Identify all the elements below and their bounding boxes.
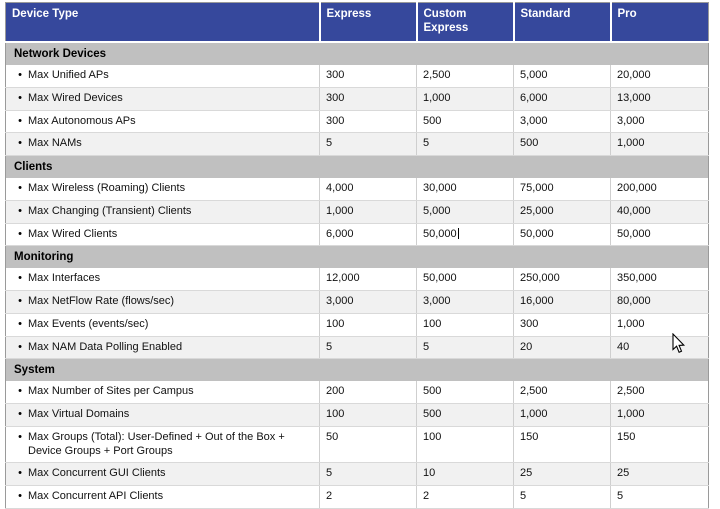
cell-feature-name[interactable] [6,381,320,403]
value-text: 3,000 [520,114,548,127]
cell-feature-name[interactable] [6,133,320,156]
cell-express-value[interactable] [320,200,417,223]
section-title: System [6,359,709,382]
value-text: 75,000 [520,182,554,195]
cell-custom-express-value[interactable] [417,65,514,87]
column-header-standard[interactable] [514,3,611,43]
column-header-label: Standard [520,8,571,20]
table-header [6,3,709,43]
value-text: 3,000 [423,295,451,308]
cell-custom-express-value[interactable] [417,178,514,200]
value-text: 5 [326,340,333,353]
text-cursor-caret [458,228,459,239]
table-row[interactable] [6,110,709,133]
cell-pro-value[interactable] [611,65,709,87]
value-text: 3,000 [326,295,354,308]
value-text: 1,000 [520,408,548,421]
cell-custom-express-value[interactable] [417,336,514,359]
cell-standard-value[interactable] [514,291,611,314]
feature-label: Max Wired Devices [28,91,123,104]
cell-custom-express-value[interactable] [417,381,514,403]
cell-standard-value[interactable] [514,404,611,427]
feature-label: Max Wireless (Roaming) Clients [28,182,186,195]
bullet-icon: • [18,385,22,398]
cell-feature-name[interactable] [6,223,320,246]
value-text: 300 [326,69,345,82]
column-header-label: Express [326,8,372,20]
cell-standard-value[interactable] [514,463,611,486]
value-text: 25 [520,467,533,480]
table-row[interactable] [6,223,709,246]
value-text: 5 [423,137,430,150]
cell-pro-value[interactable] [611,336,709,359]
cell-feature-name[interactable] [6,268,320,290]
bullet-icon: • [18,227,22,240]
bullet-icon: • [18,137,22,150]
table-row[interactable] [6,336,709,359]
cell-standard-value[interactable] [514,87,611,110]
value-text: 13,000 [617,91,651,104]
cell-standard-value[interactable] [514,486,611,509]
cell-express-value[interactable] [320,404,417,427]
cell-pro-value[interactable] [611,313,709,336]
feature-label: Max Unified APs [28,69,109,82]
table-row[interactable] [6,404,709,427]
value-text: 50,000 [423,272,457,285]
value-text: 5 [326,137,333,150]
value-text: 100 [326,317,345,330]
column-header-pro[interactable] [611,3,709,43]
cell-express-value[interactable] [320,65,417,87]
bullet-icon: • [18,295,22,308]
feature-label: Max Events (events/sec) [28,317,149,330]
cell-pro-value[interactable] [611,110,709,133]
cell-express-value[interactable] [320,291,417,314]
value-text: 50,000 [423,227,457,240]
column-header-device-type[interactable] [6,3,320,43]
value-text: 5 [520,490,527,503]
section-header-row [6,359,709,382]
value-text: 150 [520,430,539,443]
cell-feature-name[interactable] [6,486,320,509]
cell-pro-value[interactable] [611,486,709,509]
feature-label: Max Concurrent GUI Clients [28,467,166,480]
bullet-icon: • [18,114,22,127]
value-text: 500 [423,114,442,127]
column-header-label: Device Type [12,8,79,20]
cell-pro-value[interactable] [611,291,709,314]
cell-feature-name[interactable] [6,87,320,110]
value-text: 1,000 [423,91,451,104]
bullet-icon: • [18,204,22,217]
value-text: 2 [423,490,430,503]
table-row[interactable] [6,291,709,314]
section-title: Monitoring [6,246,709,269]
value-text: 1,000 [617,137,645,150]
cell-express-value[interactable] [320,87,417,110]
cell-standard-value[interactable] [514,133,611,156]
cell-pro-value[interactable] [611,133,709,156]
cell-custom-express-value[interactable] [417,223,514,246]
table-row[interactable] [6,133,709,156]
table-row[interactable] [6,463,709,486]
table-row[interactable] [6,200,709,223]
value-text: 500 [423,408,442,421]
bullet-icon: • [18,272,22,285]
cell-feature-name[interactable] [6,313,320,336]
value-text: 5 [326,467,333,480]
column-header-express[interactable] [320,3,417,43]
cell-pro-value[interactable] [611,87,709,110]
value-text: 40 [617,340,630,353]
value-text: 50,000 [617,227,651,240]
section-title: Network Devices [6,42,709,65]
value-text: 50 [326,430,339,443]
cell-pro-value[interactable] [611,200,709,223]
feature-label: Max Concurrent API Clients [28,490,164,503]
feature-label: Max Groups (Total): User-Defined + Out of the Box + Device Groups + Port Groups [28,430,285,457]
cell-express-value[interactable] [320,110,417,133]
cell-standard-value[interactable] [514,336,611,359]
value-text: 1,000 [326,204,354,217]
cell-custom-express-value[interactable] [417,87,514,110]
cell-pro-value[interactable] [611,268,709,290]
cell-standard-value[interactable] [514,178,611,200]
bullet-icon: • [18,467,22,480]
value-text: 20,000 [617,69,651,82]
cell-custom-express-value[interactable] [417,313,514,336]
cell-pro-value[interactable] [611,381,709,403]
cell-pro-value[interactable] [611,404,709,427]
cell-feature-name[interactable] [6,463,320,486]
value-text: 2 [326,490,333,503]
value-text: 5 [423,340,430,353]
cell-custom-express-value[interactable] [417,200,514,223]
value-text: 10 [423,467,436,480]
value-text: 4,000 [326,182,354,195]
value-text: 300 [520,317,539,330]
cell-custom-express-value[interactable] [417,463,514,486]
table-body [6,42,709,508]
value-text: 1,000 [617,408,645,421]
value-text: 250,000 [520,272,560,285]
cell-standard-value[interactable] [514,110,611,133]
value-text: 20 [520,340,533,353]
value-text: 300 [326,114,345,127]
value-text: 1,000 [617,317,645,330]
cell-feature-name[interactable] [6,65,320,87]
table-row[interactable] [6,178,709,200]
value-text: 30,000 [423,182,457,195]
cell-pro-value[interactable] [611,463,709,486]
table-row[interactable] [6,268,709,290]
value-text: 100 [326,408,345,421]
cell-express-value[interactable] [320,486,417,509]
cell-pro-value[interactable] [611,178,709,200]
cell-standard-value[interactable] [514,65,611,87]
bullet-icon: • [18,490,22,503]
cell-feature-name[interactable] [6,200,320,223]
value-text: 300 [326,91,345,104]
bullet-icon: • [18,317,22,330]
value-text: 200,000 [617,182,657,195]
value-text: 12,000 [326,272,360,285]
cell-feature-name[interactable] [6,178,320,200]
bullet-icon: • [18,69,22,82]
column-header-custom-express[interactable] [417,3,514,43]
value-text: 25,000 [520,204,554,217]
table-row[interactable] [6,313,709,336]
feature-label: Max Virtual Domains [28,408,130,421]
value-text: 150 [617,430,636,443]
section-header-row [6,42,709,65]
cell-express-value[interactable] [320,313,417,336]
section-header-row [6,156,709,179]
value-text: 500 [520,137,539,150]
cell-standard-value[interactable] [514,200,611,223]
section-title: Clients [6,156,709,179]
cell-feature-name[interactable] [6,426,320,463]
value-text: 6,000 [520,91,548,104]
cell-custom-express-value[interactable] [417,486,514,509]
column-header-label: Pro [617,8,637,20]
cell-express-value[interactable] [320,426,417,463]
cell-pro-value[interactable] [611,426,709,463]
bullet-icon: • [18,182,22,195]
cell-feature-name[interactable] [6,110,320,133]
cell-standard-value[interactable] [514,426,611,463]
feature-label: Max NAMs [28,137,82,150]
value-text: 5,000 [423,204,451,217]
table-row[interactable] [6,87,709,110]
value-text: 2,500 [423,69,451,82]
feature-label: Max Number of Sites per Campus [28,385,194,398]
cell-custom-express-value[interactable] [417,110,514,133]
cell-standard-value[interactable] [514,268,611,290]
table-row[interactable] [6,65,709,87]
cell-standard-value[interactable] [514,313,611,336]
cell-express-value[interactable] [320,223,417,246]
specification-table-container [5,2,709,509]
cell-custom-express-value[interactable] [417,404,514,427]
feature-label: Max Autonomous APs [28,114,136,127]
cell-express-value[interactable] [320,178,417,200]
value-text: 200 [326,385,345,398]
feature-label: Max Interfaces [28,272,101,285]
cell-express-value[interactable] [320,381,417,403]
feature-label: Max NAM Data Polling Enabled [28,340,183,353]
value-text: 25 [617,467,630,480]
table-row[interactable] [6,426,709,463]
value-text: 16,000 [520,295,554,308]
table-header-row [6,3,709,43]
value-text: 2,500 [617,385,645,398]
cell-standard-value[interactable] [514,381,611,403]
bullet-icon: • [18,430,22,443]
section-header-row [6,246,709,269]
table-row[interactable] [6,486,709,509]
cell-custom-express-value[interactable] [417,133,514,156]
value-text: 100 [423,430,442,443]
value-text: 5,000 [520,69,548,82]
bullet-icon: • [18,91,22,104]
column-header-label: Custom Express [423,8,469,34]
value-text: 350,000 [617,272,657,285]
bullet-icon: • [18,408,22,421]
value-text: 500 [423,385,442,398]
bullet-icon: • [18,340,22,353]
value-text: 80,000 [617,295,651,308]
value-text: 100 [423,317,442,330]
value-text: 5 [617,490,624,503]
cell-pro-value[interactable] [611,223,709,246]
value-text: 6,000 [326,227,354,240]
cell-feature-name[interactable] [6,336,320,359]
cell-express-value[interactable] [320,133,417,156]
cell-feature-name[interactable] [6,291,320,314]
value-text: 40,000 [617,204,651,217]
cell-custom-express-value[interactable] [417,268,514,290]
table-row[interactable] [6,381,709,403]
value-text: 2,500 [520,385,548,398]
cell-express-value[interactable] [320,336,417,359]
feature-label: Max Changing (Transient) Clients [28,204,192,217]
cell-express-value[interactable] [320,463,417,486]
cell-custom-express-value[interactable] [417,291,514,314]
cell-express-value[interactable] [320,268,417,290]
cell-standard-value[interactable] [514,223,611,246]
feature-label: Max NetFlow Rate (flows/sec) [28,295,175,308]
feature-label: Max Wired Clients [28,227,118,240]
value-text: 50,000 [520,227,554,240]
value-text: 3,000 [617,114,645,127]
cell-feature-name[interactable] [6,404,320,427]
cell-custom-express-value[interactable] [417,426,514,463]
scalability-limits-table [5,2,709,509]
